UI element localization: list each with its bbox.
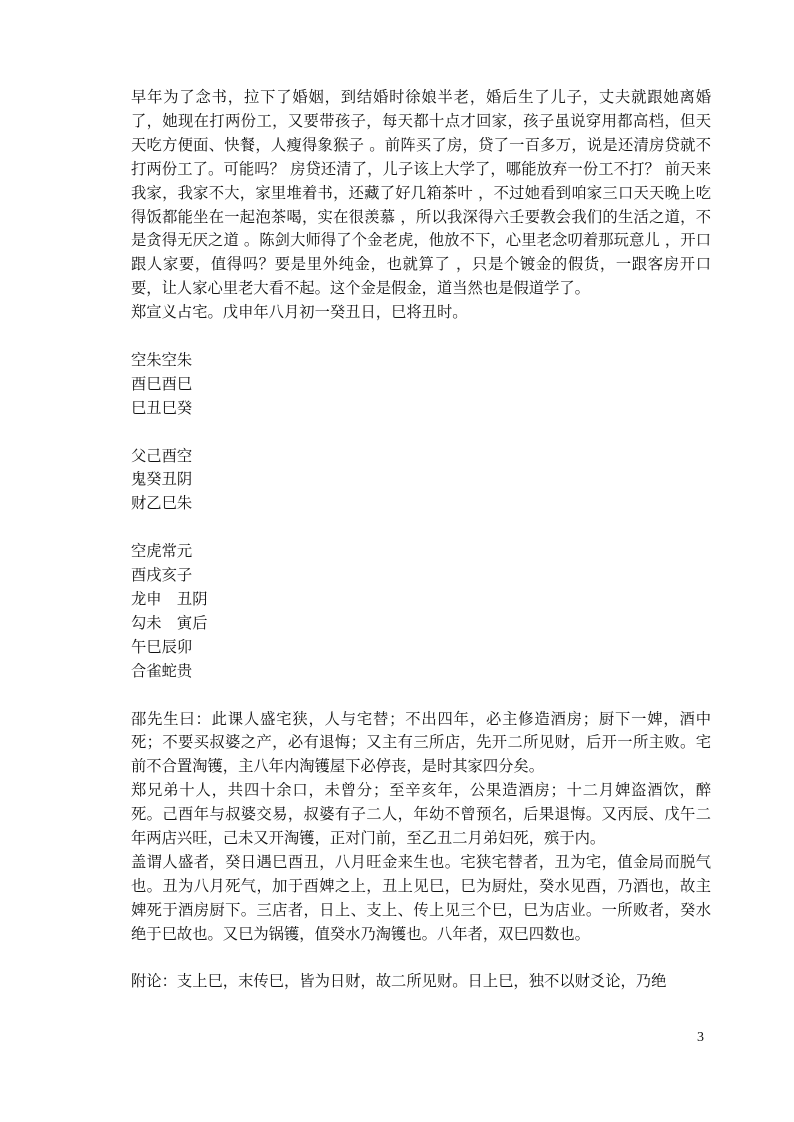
chart-line-plate-5: 午巳辰卯 (131, 637, 193, 656)
explain-paragraph: 盖谓人盛者，癸日遇巳酉丑，八月旺金来生也。宅狭宅替者，丑为宅，值金局而脱气也。丑为八月死气，加于酉婢之上，丑上见巳，巳为厨灶，癸水见酉，乃酒也，故主婢死于酒房厨下。三店者，日上、支上、传上见三个巳，巳为店业。一所败者，癸水绝于巳故也。又巳为锅镬，值癸水乃淘镬也。八年者，双巳四数也。 (131, 852, 711, 943)
chart-line-sky-1: 空朱空朱 (131, 350, 193, 369)
case-title: 郑宣义占宅。戊申年八月初一癸丑日，巳将丑时。 (131, 303, 468, 322)
page-content (131, 86, 711, 994)
blank-line (131, 421, 711, 445)
intro-paragraph: 早年为了念书，拉下了婚姻，到结婚时徐娘半老，婚后生了儿子，丈夫就跟她离婚了，她现在打两份工，又要带孩子，每天都十点才回家，孩子虽说穿用都高档，但天天吃方便面、快餐，人瘦得象猴子 。前阵买了房，贷了一百多万，说是还清房贷就不打两份工了。可能吗？ 房贷还清了，儿子该上大学了，哪能放弃一份工不打？ 前天来我家，我家不大，家里堆着书，还藏了好几箱茶叶 ，不过她看到咱家三口天天晚上吃得饭都能坐在一起泡茶喝，实在很羡慕 ，所以我深得六壬要教会我们的生活之道，不是贪得无厌之道 。陈剑大师得了个金老虎，他放不下，心里老念叨着那玩意儿 ，开口跟人家要，值得吗？要是里外纯金，也就算了 ，只是个镀金的假货，一跟客房开口要，让人家心里老大看不起。这个金是假金，道当然也是假道学了。 (131, 88, 711, 298)
chart-line-plate-1: 空虎常元 (131, 542, 193, 561)
chart-line-trans-1: 父己酉空 (131, 446, 193, 465)
chart-line-plate-2: 酉戌亥子 (131, 566, 193, 585)
chart-line-trans-3: 财乙巳朱 (131, 494, 193, 513)
shao-paragraph: 邵先生曰：此课人盛宅狭，人与宅替；不出四年，必主修造酒房；厨下一婢，酒中死；不要买叔婆之产，必有退悔；又主有三所店，先开二所见财，后开一所主败。宅前不合置淘镬，主八年内淘镬屋下必停丧，是时其家四分矣。 (131, 709, 711, 776)
chart-line-plate-4: 勾未 寅后 (131, 613, 208, 632)
chart-line-plate-6: 合雀蛇贵 (131, 661, 193, 680)
zheng-paragraph: 郑兄弟十人，共四十余口，未曾分；至辛亥年，公果造酒房；十二月婢盗酒饮，醉死。己酉年与叔婆交易，叔婆有子二人，年幼不曾预名，后果退悔。又丙辰、戊午二年两店兴旺，己未又开淘镬，正对门前，至乙丑二月弟妇死，殡于内。 (131, 781, 711, 848)
appendix-paragraph: 附论：支上巳，末传巳，皆为日财，故二所见财。日上巳，独不以财爻论，乃绝 (131, 972, 667, 991)
blank-line (131, 516, 711, 540)
chart-line-sky-3: 巳丑巳癸 (131, 398, 193, 417)
blank-line (131, 684, 711, 708)
chart-line-trans-2: 鬼癸丑阴 (131, 470, 193, 489)
chart-line-plate-3: 龙申 丑阴 (131, 589, 208, 608)
blank-line (131, 947, 711, 971)
page-number: 3 (697, 1030, 704, 1045)
blank-line (131, 325, 711, 349)
chart-line-sky-2: 酉巳酉巳 (131, 374, 193, 393)
